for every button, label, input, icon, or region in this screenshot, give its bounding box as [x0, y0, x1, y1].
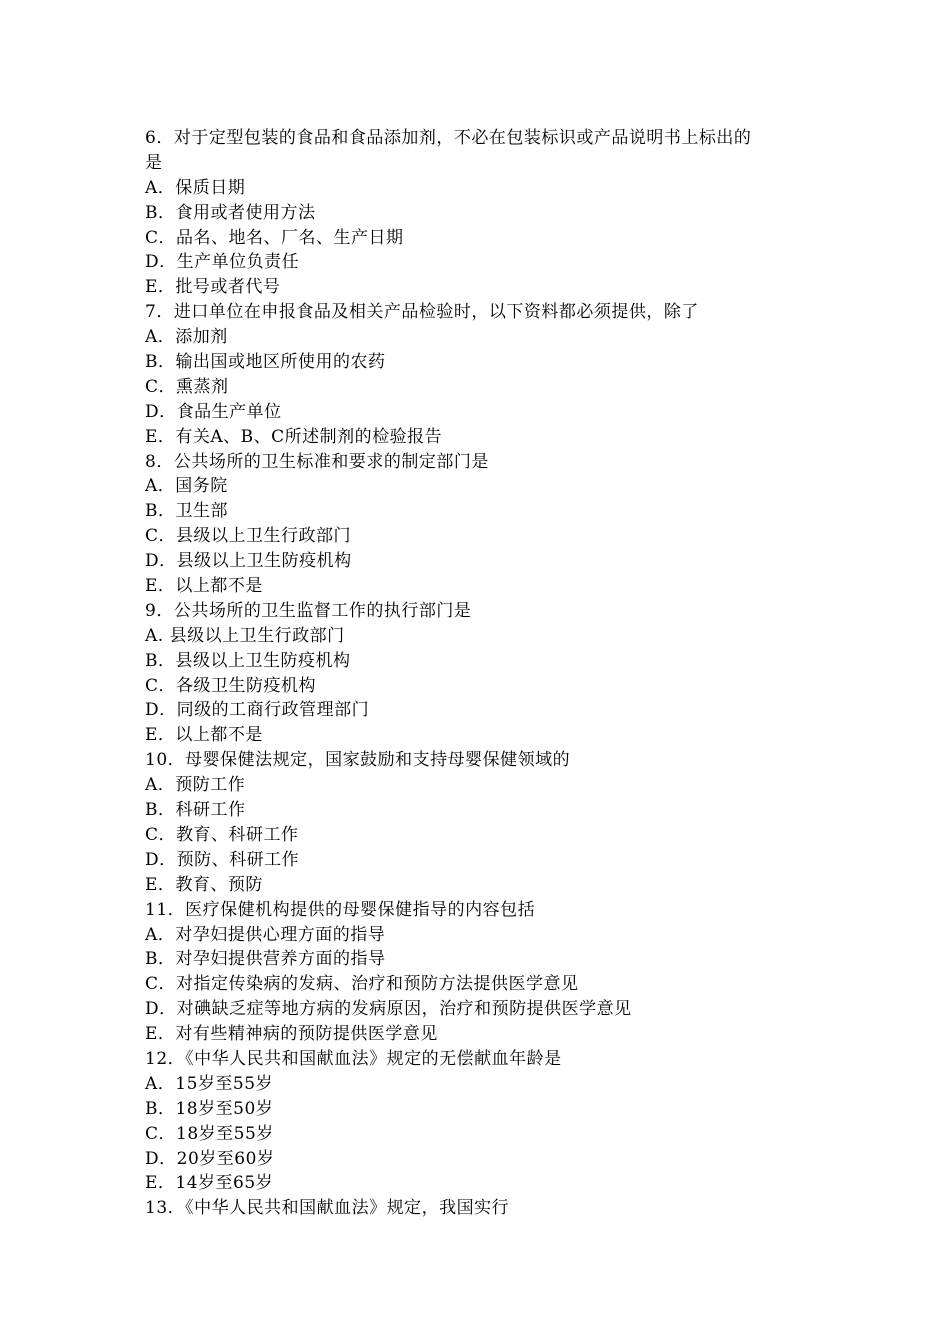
option-c: C．对指定传染病的发病、治疗和预防方法提供医学意见 — [145, 974, 579, 995]
option-d: D．食品生产单位 — [145, 401, 282, 422]
option-d: D．县级以上卫生防疫机构 — [145, 551, 352, 572]
option-c: C．各级卫生防疫机构 — [145, 675, 317, 696]
option-a: A. 县级以上卫生行政部门 — [145, 625, 345, 646]
option-e: E．有关A、B、C所述制剂的检验报告 — [145, 426, 443, 447]
question-stem: 11．医疗保健机构提供的母婴保健指导的内容包括 — [145, 899, 536, 920]
option-e: E．以上都不是 — [145, 725, 263, 746]
question-stem: 7．进口单位在申报食品及相关产品检验时，以下资料都必须提供，除了 — [145, 302, 699, 323]
question-6 — [145, 126, 810, 300]
option-a: A．国务院 — [145, 476, 228, 497]
question-stem: 10．母婴保健法规定，国家鼓励和支持母婴保健领域的 — [145, 750, 571, 771]
option-e: E．教育、预防 — [145, 874, 263, 895]
option-e: E．14岁至65岁 — [145, 1173, 274, 1194]
option-e: E．对有些精神病的预防提供医学意见 — [145, 1024, 438, 1045]
question-8 — [145, 450, 810, 599]
question-stem: 13．《中华人民共和国献血法》规定，我国实行 — [145, 1198, 510, 1219]
option-a: A．15岁至55岁 — [145, 1073, 274, 1094]
option-a: A．保质日期 — [145, 177, 246, 198]
option-c: C．县级以上卫生行政部门 — [145, 526, 352, 547]
question-10 — [145, 748, 810, 897]
option-c: C．18岁至55岁 — [145, 1123, 274, 1144]
option-b: B．输出国或地区所使用的农药 — [145, 352, 386, 373]
option-a: A．添加剂 — [145, 327, 228, 348]
question-stem: 9．公共场所的卫生监督工作的执行部门是 — [145, 600, 472, 621]
option-c: C．熏蒸剂 — [145, 376, 229, 397]
question-stem: 6．对于定型包装的食品和食品添加剂，不必在包装标识或产品说明书上标出的 — [145, 128, 752, 148]
option-b: B．县级以上卫生防疫机构 — [145, 650, 351, 671]
option-e: E．批号或者代号 — [145, 277, 281, 298]
question-12 — [145, 1047, 810, 1196]
question-stem: 12．《中华人民共和国献血法》规定的无偿献血年龄是 — [145, 1048, 562, 1069]
question-9 — [145, 599, 810, 748]
option-c: C．品名、地名、厂名、生产日期 — [145, 227, 404, 248]
option-b: B．18岁至50岁 — [145, 1098, 274, 1119]
option-b: B．科研工作 — [145, 800, 246, 821]
question-7 — [145, 300, 810, 449]
option-a: A．预防工作 — [145, 775, 246, 796]
option-c: C．教育、科研工作 — [145, 824, 299, 845]
option-b: B．食用或者使用方法 — [145, 202, 316, 223]
option-e: E．以上都不是 — [145, 576, 263, 597]
question-11 — [145, 898, 810, 1047]
option-b: B．卫生部 — [145, 501, 228, 522]
option-d: D．同级的工商行政管理部门 — [145, 700, 370, 721]
question-stem: 8．公共场所的卫生标准和要求的制定部门是 — [145, 451, 489, 472]
document-page — [145, 126, 810, 1221]
option-a: A．对孕妇提供心理方面的指导 — [145, 924, 386, 945]
option-d: D．对碘缺乏症等地方病的发病原因，治疗和预防提供医学意见 — [145, 999, 632, 1020]
question-13 — [145, 1196, 810, 1221]
option-d: D．预防、科研工作 — [145, 849, 300, 870]
option-d: D．生产单位负责任 — [145, 252, 300, 273]
option-d: D．20岁至60岁 — [145, 1148, 275, 1169]
option-b: B．对孕妇提供营养方面的指导 — [145, 949, 386, 970]
question-stem: 是 — [145, 152, 163, 173]
